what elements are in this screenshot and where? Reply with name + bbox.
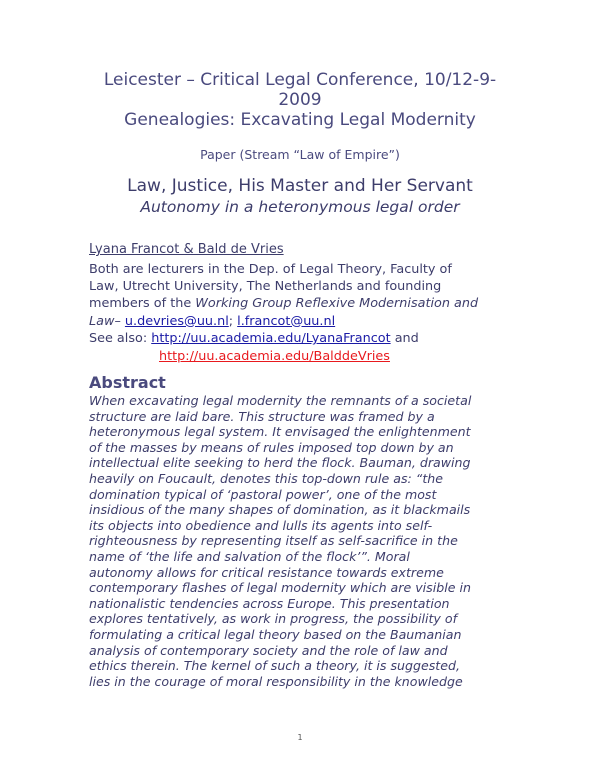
page-number: 1 <box>297 733 303 742</box>
conference-line-3: Genealogies: Excavating Legal Modernity <box>124 110 476 130</box>
see-also-label: See also: <box>89 331 152 346</box>
paper-stream: Paper (Stream “Law of Empire”) <box>200 147 400 162</box>
abstract-line: insidious of the many shapes of domination, as it blackmails <box>89 502 471 518</box>
affiliation-line-3a: members of the <box>89 296 196 312</box>
abstract-line: When excavating legal modernity the remnants of a societal <box>89 393 472 408</box>
abstract-line: contemporary flashes of legal modernity which are visible in <box>89 580 471 596</box>
working-group-name: Working Group Reflexive Modernisation and <box>195 296 479 312</box>
affiliation-line-2: Law, Utrecht University, The Netherlands and founding <box>89 279 442 295</box>
abstract-line: lies in the courage of moral responsibility in the knowledge <box>89 673 463 689</box>
paper-title: Law, Justice, His Master and Her Servant <box>127 176 473 196</box>
email-separator: ; <box>228 313 238 329</box>
abstract-line: formulating a critical legal theory based on the Baumanian <box>89 626 462 642</box>
conference-heading <box>80 70 520 130</box>
paper-title-block <box>60 176 540 218</box>
abstract-line: heavily on Foucault, denotes this top-down rule as: “the <box>89 470 443 486</box>
abstract-line: name of ‘the life and salvation of the flock’”. Moral <box>89 548 410 564</box>
see-also-and: and <box>390 331 419 346</box>
abstract-line: ethics therein. The kernel of such a theory, it is suggested, <box>89 658 460 674</box>
abstract-line: autonomy allows for critical resistance towards extreme <box>89 564 444 580</box>
abstract-line: righteousness by representing itself as self-sacrifice in the <box>89 533 458 549</box>
conference-line-1: Leicester – Critical Legal Conference, 10/12-9- <box>103 70 497 90</box>
abstract-line: its objects into obedience and lulls its agents into self- <box>89 517 433 533</box>
abstract-line: intellectual elite seeking to herd the flock. Bauman, drawing <box>89 455 471 471</box>
conference-line-2: 2009 <box>278 90 322 110</box>
paper-subtitle: Autonomy in a heteronymous legal order <box>140 198 460 216</box>
working-group-name-end: Law <box>89 313 115 329</box>
email-link-francot[interactable]: l.francot@uu.nl <box>237 313 336 329</box>
abstract-line: nationalistic tendencies across Europe. This presentation <box>89 595 450 611</box>
abstract-heading: Abstract <box>89 373 166 392</box>
email-link-devries[interactable]: u.devries@uu.nl <box>124 313 229 329</box>
abstract-body <box>89 393 511 689</box>
see-also <box>89 330 529 365</box>
abstract-line: domination typical of ‘pastoral power’, one of the most <box>89 486 437 502</box>
academia-link-devries[interactable]: http://uu.academia.edu/BalddeVries <box>159 348 390 364</box>
abstract-line: structure are laid bare. This structure was framed by a <box>89 408 435 424</box>
affiliation-line-1: Both are lecturers in the Dep. of Legal Theory, Faculty of <box>89 262 452 277</box>
authors: Lyana Francot & Bald de Vries <box>89 242 284 257</box>
affiliation-sep: – <box>114 313 125 329</box>
academia-link-francot[interactable]: http://uu.academia.edu/LyanaFrancot <box>151 331 391 346</box>
abstract-line: of the masses by means of rules imposed top down by an <box>89 439 454 455</box>
abstract-line: analysis of contemporary society and the role of law and <box>89 642 448 658</box>
abstract-line: explores tentatively, as work in progress, the possibility of <box>89 611 458 627</box>
affiliation <box>89 261 529 330</box>
abstract-line: heteronymous legal system. It envisaged the enlightenment <box>89 424 471 440</box>
